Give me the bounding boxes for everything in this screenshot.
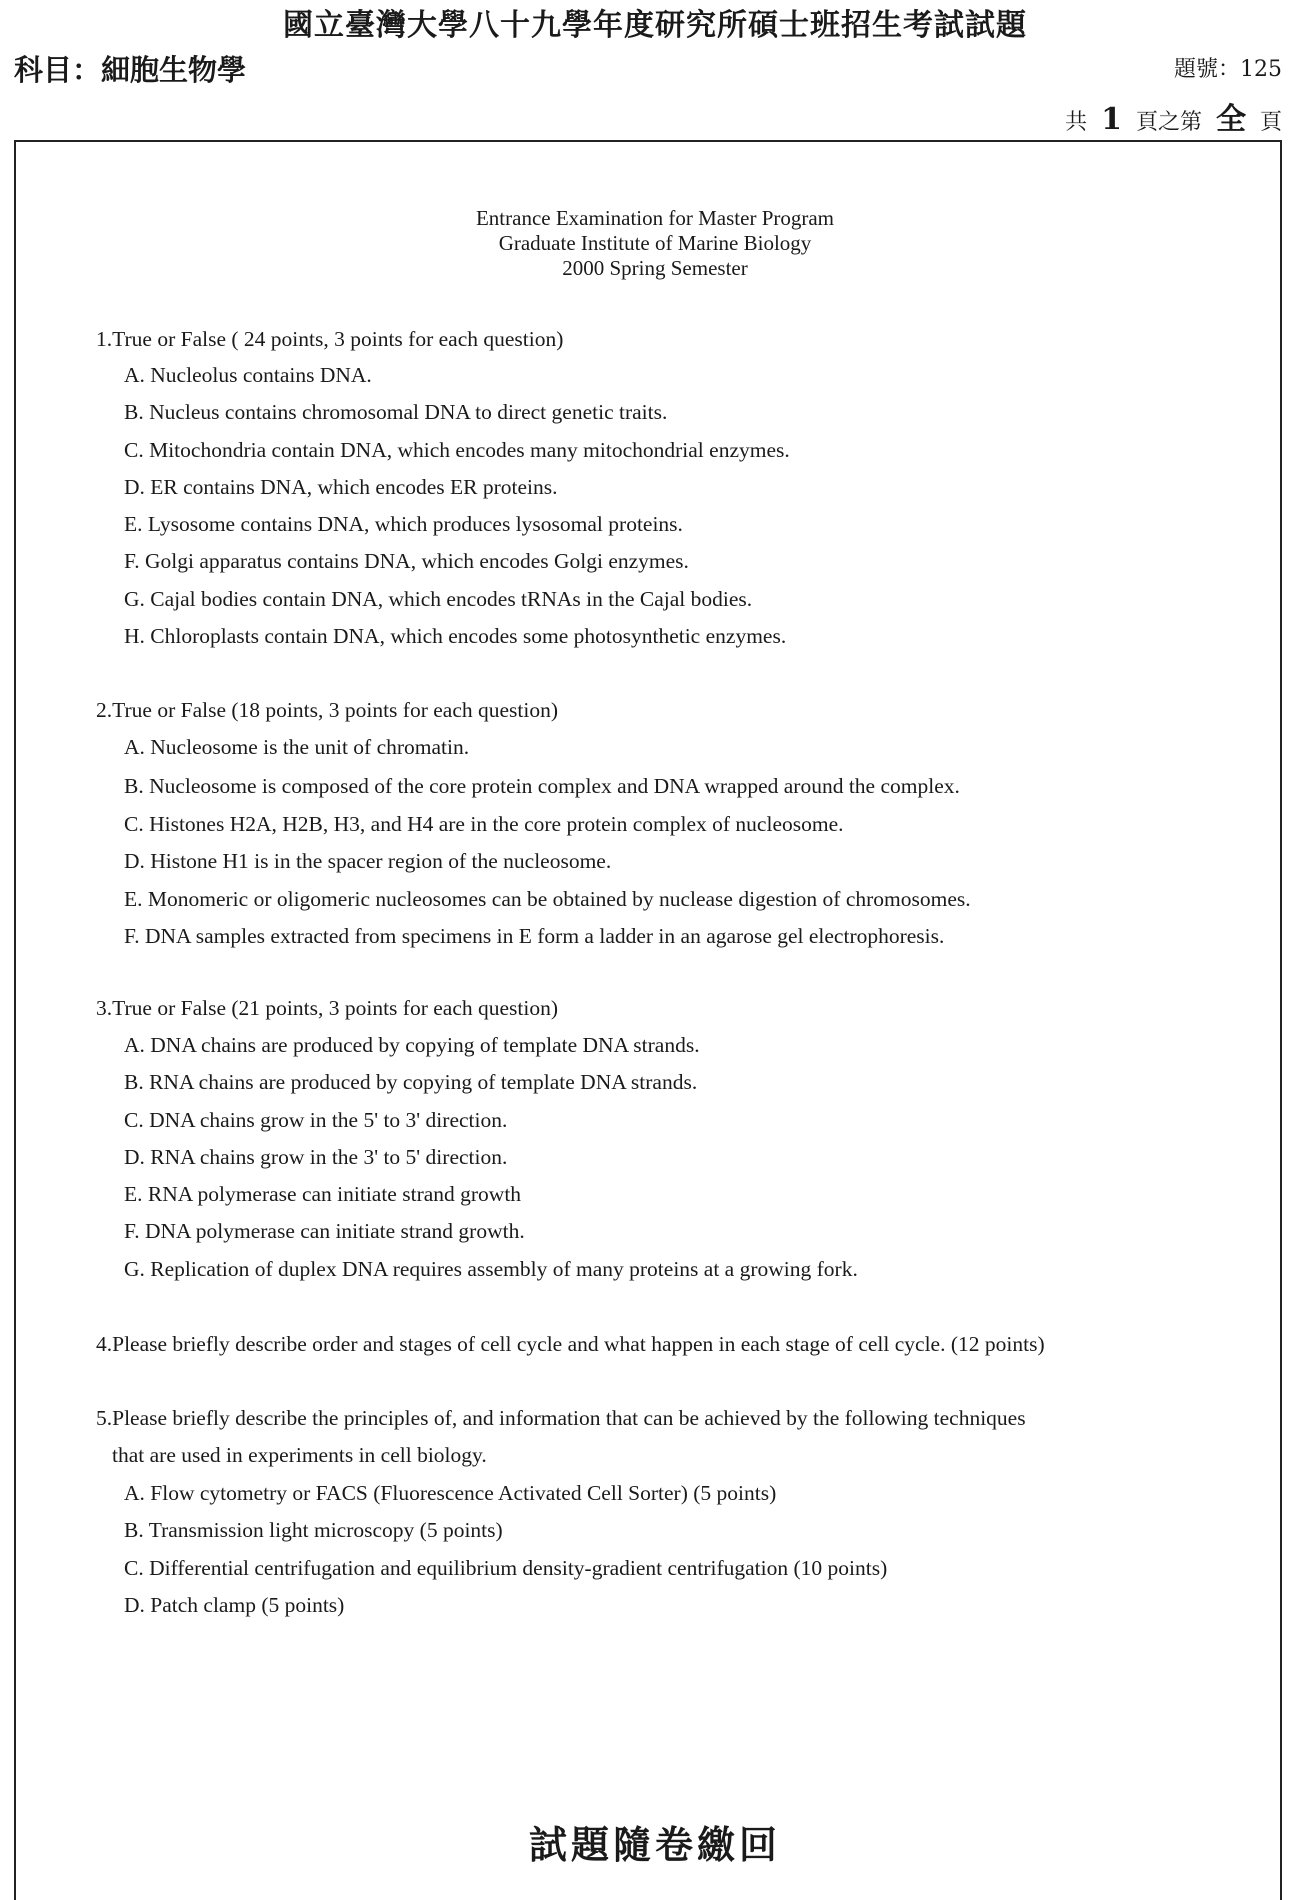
header-line-institute: Graduate Institute of Marine Biology — [498, 231, 812, 255]
header-line-program: Entrance Examination for Master Program — [475, 206, 835, 230]
header-line-semester: 2000 Spring Semester — [562, 256, 748, 280]
section-4-heading: 4.Please briefly describe order and stages of cell cycle and what happen in each stage of cell cycle. (12 points) — [96, 1332, 1045, 1356]
page-of-label: 頁之第 — [1135, 110, 1202, 135]
section-3-item: B. RNA chains are produced by copying of template DNA strands. — [124, 1070, 698, 1094]
exam-english-header — [0, 206, 1310, 281]
section-3-item: G. Replication of duplex DNA requires assembly of many proteins at a growing fork. — [124, 1257, 858, 1281]
section-3-item: F. DNA polymerase can initiate strand growth. — [124, 1219, 525, 1243]
return-with-answer-sheet-stamp: 試題隨卷繳回 — [528, 1822, 781, 1867]
page-suffix: 頁 — [1259, 110, 1282, 135]
section-3-item: A. DNA chains are produced by copying of template DNA strands. — [124, 1033, 700, 1057]
section-5-item: D. Patch clamp (5 points) — [124, 1593, 345, 1617]
section-1-item: E. Lysosome contains DNA, which produces lysosomal proteins. — [124, 512, 683, 536]
section-2-item: D. Histone H1 is in the spacer region of the nucleosome. — [124, 849, 612, 873]
section-3-item: D. RNA chains grow in the 3' to 5' direction. — [124, 1145, 508, 1169]
section-5-item: B. Transmission light microscopy (5 points) — [124, 1518, 503, 1542]
section-5-heading: 5.Please briefly describe the principles of, and information that can be achieved by the following techniques — [96, 1406, 1026, 1430]
page-total-label: 共 — [1065, 110, 1088, 135]
section-1-heading: 1.True or False ( 24 points, 3 points for each question) — [96, 327, 564, 351]
section-3-heading: 3.True or False (21 points, 3 points for each question) — [96, 996, 558, 1020]
university-exam-title: 國立臺灣大學八十九學年度研究所碩士班招生考試試題 — [283, 8, 1027, 43]
section-1-item: F. Golgi apparatus contains DNA, which encodes Golgi enzymes. — [124, 549, 689, 573]
section-2-item: E. Monomeric or oligomeric nucleosomes can be obtained by nuclease digestion of chromosomes. — [124, 887, 971, 911]
section-1-item: C. Mitochondria contain DNA, which encodes many mitochondrial enzymes. — [124, 438, 790, 462]
page-current-value: 全 — [1215, 102, 1246, 137]
page-total-value: 1 — [1101, 102, 1122, 137]
section-2-heading: 2.True or False (18 points, 3 points for each question) — [96, 698, 558, 722]
section-5-item: C. Differential centrifugation and equilibrium density-gradient centrifugation (10 points) — [124, 1556, 888, 1580]
section-1-item: B. Nucleus contains chromosomal DNA to direct genetic traits. — [124, 400, 668, 424]
section-2-item: F. DNA samples extracted from specimens in E form a ladder in an agarose gel electrophoresis. — [124, 924, 945, 948]
section-1-item: D. ER contains DNA, which encodes ER proteins. — [124, 475, 558, 499]
page-info — [1065, 94, 1282, 138]
section-5-heading-continued: that are used in experiments in cell biology. — [112, 1443, 487, 1467]
section-1-item: A. Nucleolus contains DNA. — [124, 363, 372, 387]
section-1-item: H. Chloroplasts contain DNA, which encodes some photosynthetic enzymes. — [124, 624, 787, 648]
section-2-item: A. Nucleosome is the unit of chromatin. — [124, 735, 470, 759]
section-2-item: C. Histones H2A, H2B, H3, and H4 are in the core protein complex of nucleosome. — [124, 812, 844, 836]
section-1-item: G. Cajal bodies contain DNA, which encodes tRNAs in the Cajal bodies. — [124, 587, 753, 611]
section-5-item: A. Flow cytometry or FACS (Fluorescence Activated Cell Sorter) (5 points) — [124, 1481, 777, 1505]
section-3-item: E. RNA polymerase can initiate strand growth — [124, 1182, 522, 1206]
subject-label: 科目：細胞生物學 — [14, 53, 247, 87]
question-number: 題號：125 — [1174, 57, 1282, 82]
section-3-item: C. DNA chains grow in the 5' to 3' direction. — [124, 1108, 508, 1132]
section-2-item: B. Nucleosome is composed of the core protein complex and DNA wrapped around the complex. — [124, 774, 960, 798]
